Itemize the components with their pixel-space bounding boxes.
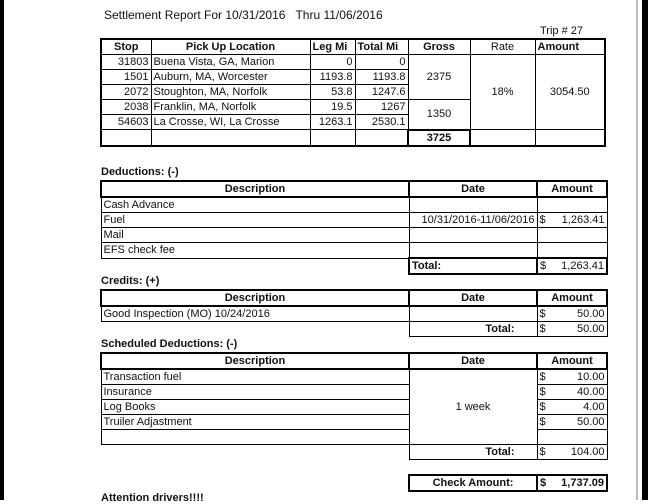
date-cell bbox=[409, 228, 537, 243]
leg-cell: 53.8 bbox=[310, 85, 355, 100]
col-description: Description bbox=[101, 181, 409, 197]
total-cell: 0 bbox=[355, 55, 408, 70]
leg-cell: 1193.8 bbox=[310, 70, 355, 85]
rate-cell: 18% bbox=[470, 55, 535, 130]
amount-cell bbox=[537, 369, 607, 385]
stop-cell: 31803 bbox=[101, 55, 151, 70]
credits-title: Credits: (+) bbox=[101, 275, 160, 287]
deductions-table bbox=[100, 180, 608, 275]
total-cell: 1193.8 bbox=[355, 70, 408, 85]
amount-value: 1,263.41 bbox=[561, 260, 604, 272]
leg-cell: 19.5 bbox=[310, 100, 355, 115]
amount-cell bbox=[537, 213, 607, 228]
scan-edge-right-shadow bbox=[636, 0, 638, 500]
credits-header bbox=[101, 290, 607, 306]
scheduled-header bbox=[101, 353, 607, 369]
check-amount-row bbox=[409, 475, 607, 491]
scan-edge-left bbox=[0, 0, 4, 500]
report-period-end: Thru 11/06/2016 bbox=[295, 8, 383, 22]
check-amount-label: Check Amount: bbox=[409, 475, 537, 491]
col-date: Date bbox=[409, 181, 537, 197]
currency-sign: $ bbox=[540, 260, 547, 272]
description-cell: Good Inspection (MO) 10/24/2016 bbox=[101, 306, 409, 322]
scheduled-deductions-table bbox=[100, 352, 608, 460]
amount-cell bbox=[537, 430, 607, 445]
attention-note: Attention drivers!!!! bbox=[101, 492, 204, 504]
deductions-total-row bbox=[101, 258, 607, 274]
amount-value: 1,737.09 bbox=[561, 477, 604, 489]
location-cell: Stoughton, MA, Norfolk bbox=[151, 85, 310, 100]
col-date: Date bbox=[409, 290, 537, 306]
currency-sign: $ bbox=[540, 477, 547, 489]
currency-sign: $ bbox=[539, 446, 546, 458]
total-cell: 2530.1 bbox=[355, 115, 408, 130]
trip-total-row bbox=[101, 130, 605, 146]
amount-value: 10.00 bbox=[576, 371, 605, 383]
location-cell: Buena Vista, GA, Marion bbox=[151, 55, 310, 70]
credits-total-row bbox=[101, 322, 607, 337]
description-cell: Mail bbox=[101, 228, 409, 243]
date-cell bbox=[409, 243, 537, 259]
currency-sign: $ bbox=[539, 371, 546, 383]
location-cell: Franklin, MA, Norfolk bbox=[151, 100, 310, 115]
scheduled-total-row bbox=[101, 445, 607, 460]
scheduled-deductions-title: Scheduled Deductions: (-) bbox=[101, 338, 238, 350]
table-row bbox=[101, 197, 607, 213]
gross-cell: 1350 bbox=[408, 100, 470, 130]
col-gross: Gross bbox=[408, 39, 470, 55]
report-period-start: Settlement Report For 10/31/2016 bbox=[104, 8, 286, 22]
trip-table-header bbox=[101, 39, 605, 55]
col-stop: Stop bbox=[101, 39, 151, 55]
currency-sign: $ bbox=[539, 416, 546, 428]
total-amount bbox=[537, 258, 607, 274]
currency-sign: $ bbox=[539, 386, 546, 398]
deductions-title: Deductions: (-) bbox=[101, 166, 179, 178]
amount-cell: 3054.50 bbox=[535, 55, 605, 130]
check-amount-value bbox=[537, 475, 607, 491]
amount-cell bbox=[537, 400, 607, 415]
amount-value: 50.00 bbox=[576, 308, 605, 320]
description-cell: Truiler Adjastment bbox=[101, 415, 409, 430]
total-label: Total: bbox=[409, 322, 537, 337]
description-cell: Cash Advance bbox=[101, 197, 409, 213]
trip-number: Trip # 27 bbox=[540, 25, 584, 37]
col-rate: Rate bbox=[470, 39, 535, 55]
amount-value: 40.00 bbox=[576, 386, 605, 398]
leg-cell: 0 bbox=[310, 55, 355, 70]
table-row bbox=[101, 369, 607, 385]
location-cell: La Crosse, WI, La Crosse bbox=[151, 115, 310, 130]
col-total-mi: Total Mi bbox=[355, 39, 408, 55]
location-cell: Auburn, MA, Worcester bbox=[151, 70, 310, 85]
date-cell: 1 week bbox=[409, 369, 537, 445]
table-row bbox=[101, 213, 607, 228]
leg-cell: 1263.1 bbox=[310, 115, 355, 130]
table-row bbox=[101, 306, 607, 322]
amount-cell bbox=[537, 197, 607, 213]
amount-cell bbox=[537, 385, 607, 400]
total-cell: 1267 bbox=[355, 100, 408, 115]
description-cell: Insurance bbox=[101, 385, 409, 400]
amount-value: 50.00 bbox=[576, 323, 605, 335]
table-row bbox=[101, 243, 607, 259]
description-cell: Transaction fuel bbox=[101, 369, 409, 385]
stop-cell: 2038 bbox=[101, 100, 151, 115]
amount-cell bbox=[537, 243, 607, 259]
stop-cell: 54603 bbox=[101, 115, 151, 130]
description-cell: EFS check fee bbox=[101, 243, 409, 259]
date-cell bbox=[409, 197, 537, 213]
amount-cell bbox=[537, 306, 607, 322]
currency-sign: $ bbox=[539, 214, 546, 226]
check-amount-table bbox=[408, 474, 608, 492]
amount-cell bbox=[537, 415, 607, 430]
description-cell: Log Books bbox=[101, 400, 409, 415]
currency-sign: $ bbox=[539, 323, 546, 335]
amount-value: 104.00 bbox=[570, 446, 605, 458]
deductions-header bbox=[101, 181, 607, 197]
amount-value: 4.00 bbox=[583, 401, 605, 413]
table-row bbox=[101, 55, 605, 70]
currency-sign: $ bbox=[539, 308, 546, 320]
col-amount: Amount bbox=[537, 290, 607, 306]
gross-cell: 2375 bbox=[408, 55, 470, 100]
col-amount: Amount bbox=[537, 181, 607, 197]
col-leg-mi: Leg Mi bbox=[310, 39, 355, 55]
date-cell: 10/31/2016-11/06/2016 bbox=[409, 213, 537, 228]
total-amount bbox=[537, 445, 607, 460]
stop-cell: 1501 bbox=[101, 70, 151, 85]
date-cell bbox=[409, 306, 537, 322]
gross-total: 3725 bbox=[408, 130, 470, 146]
amount-cell bbox=[537, 228, 607, 243]
total-label: Total: bbox=[409, 258, 537, 274]
stop-cell: 2072 bbox=[101, 85, 151, 100]
col-description: Description bbox=[101, 353, 409, 369]
col-amount: Amount bbox=[535, 39, 605, 55]
total-label: Total: bbox=[409, 445, 537, 460]
table-row bbox=[101, 228, 607, 243]
total-amount bbox=[537, 322, 607, 337]
description-cell bbox=[101, 430, 409, 445]
scan-edge-right bbox=[642, 0, 648, 500]
trip-table bbox=[100, 38, 606, 147]
amount-value: 50.00 bbox=[576, 416, 605, 428]
report-title bbox=[104, 8, 383, 22]
col-description: Description bbox=[101, 290, 409, 306]
col-amount: Amount bbox=[537, 353, 607, 369]
description-cell: Fuel bbox=[101, 213, 409, 228]
amount-value: 1,263.41 bbox=[561, 214, 605, 226]
total-cell: 1247.6 bbox=[355, 85, 408, 100]
currency-sign: $ bbox=[539, 401, 546, 413]
credits-table bbox=[100, 289, 608, 337]
col-date: Date bbox=[409, 353, 537, 369]
col-pickup-location: Pick Up Location bbox=[151, 39, 310, 55]
